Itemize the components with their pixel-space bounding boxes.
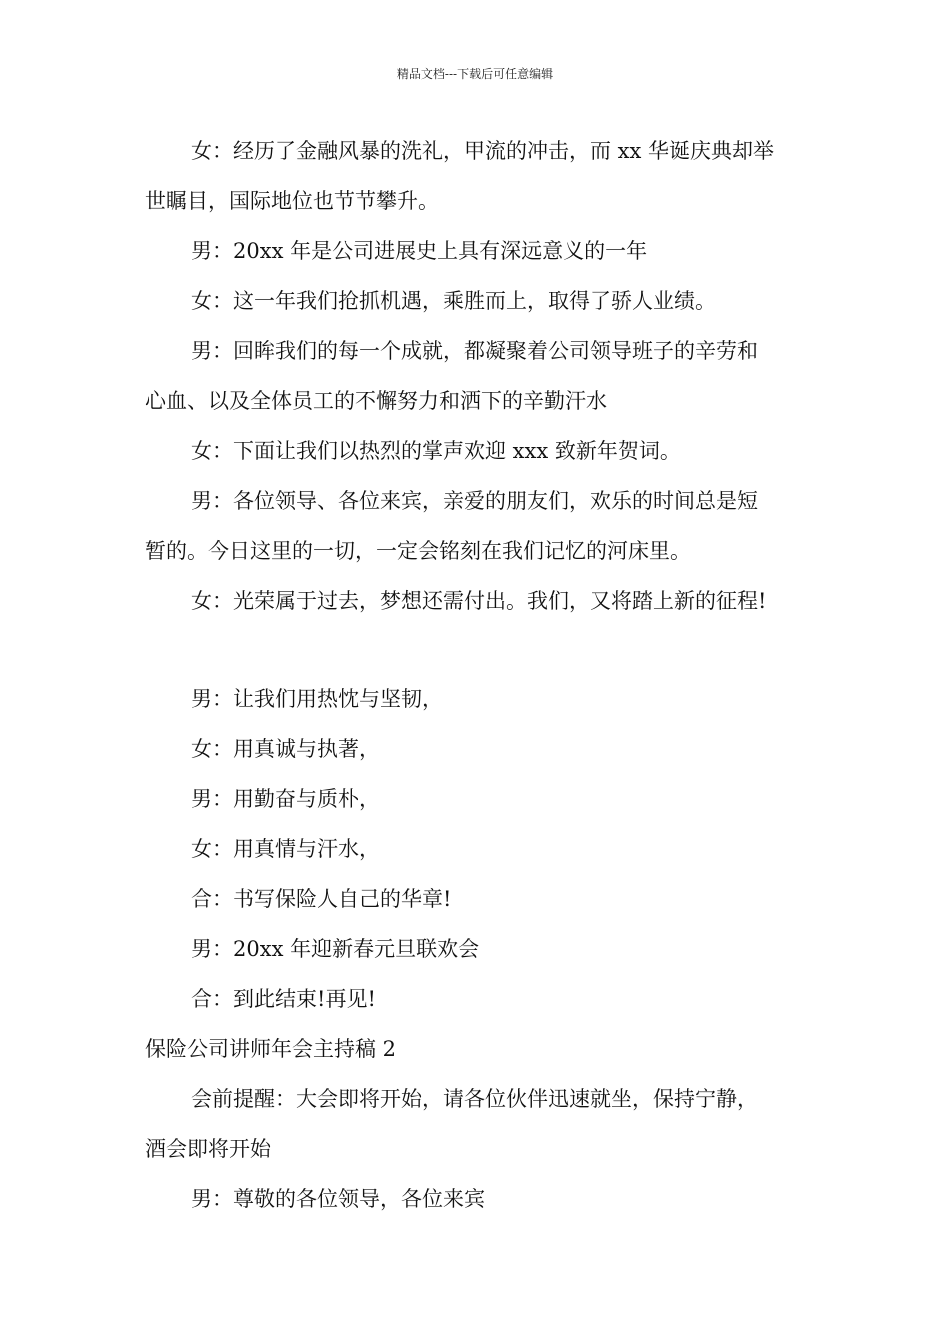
paragraph-gap xyxy=(145,626,810,674)
dialogue-line: 男：回眸我们的每一个成就，都凝聚着公司领导班子的辛劳和 xyxy=(191,339,758,363)
dialogue-line: 女：光荣属于过去，梦想还需付出。我们，又将踏上新的征程! xyxy=(191,589,767,613)
dialogue-line: 男：尊敬的各位领导，各位来宾 xyxy=(191,1187,485,1211)
section-title: 保险公司讲师年会主持稿 2 xyxy=(145,1037,397,1061)
dialogue-line-continuation: 酒会即将开始 xyxy=(145,1137,271,1161)
dialogue-line: 男：20xx 年迎新春元旦联欢会 xyxy=(191,937,480,961)
dialogue-line: 男：让我们用热忱与坚韧， xyxy=(191,687,443,711)
dialogue-line-continuation: 暂的。今日这里的一切，一定会铭刻在我们记忆的河床里。 xyxy=(145,539,691,563)
dialogue-line: 男：20xx 年是公司进展史上具有深远意义的一年 xyxy=(191,239,648,263)
dialogue-line-continuation: 心血、以及全体员工的不懈努力和洒下的辛勤汗水 xyxy=(145,389,607,413)
dialogue-line: 女：下面让我们以热烈的掌声欢迎 xxx 致新年贺词。 xyxy=(191,439,681,463)
dialogue-line: 男：用勤奋与质朴， xyxy=(191,787,380,811)
dialogue-line: 女：用真诚与执著， xyxy=(191,737,380,761)
dialogue-line: 会前提醒：大会即将开始，请各位伙伴迅速就坐，保持宁静， xyxy=(191,1087,758,1111)
dialogue-line: 女：经历了金融风暴的洗礼，甲流的冲击，而 xx 华诞庆典却举 xyxy=(191,139,775,163)
document-body xyxy=(145,126,810,1224)
page-header: 精品文档---下载后可任意编辑 xyxy=(396,67,554,81)
dialogue-line: 男：各位领导、各位来宾，亲爱的朋友们，欢乐的时间总是短 xyxy=(191,489,758,513)
dialogue-line: 合：到此结束!再见! xyxy=(191,987,376,1011)
dialogue-line-continuation: 世瞩目，国际地位也节节攀升。 xyxy=(145,189,439,213)
dialogue-line: 女：用真情与汗水， xyxy=(191,837,380,861)
dialogue-line: 合：书写保险人自己的华章! xyxy=(191,887,452,911)
dialogue-line: 女：这一年我们抢抓机遇，乘胜而上，取得了骄人业绩。 xyxy=(191,289,716,313)
